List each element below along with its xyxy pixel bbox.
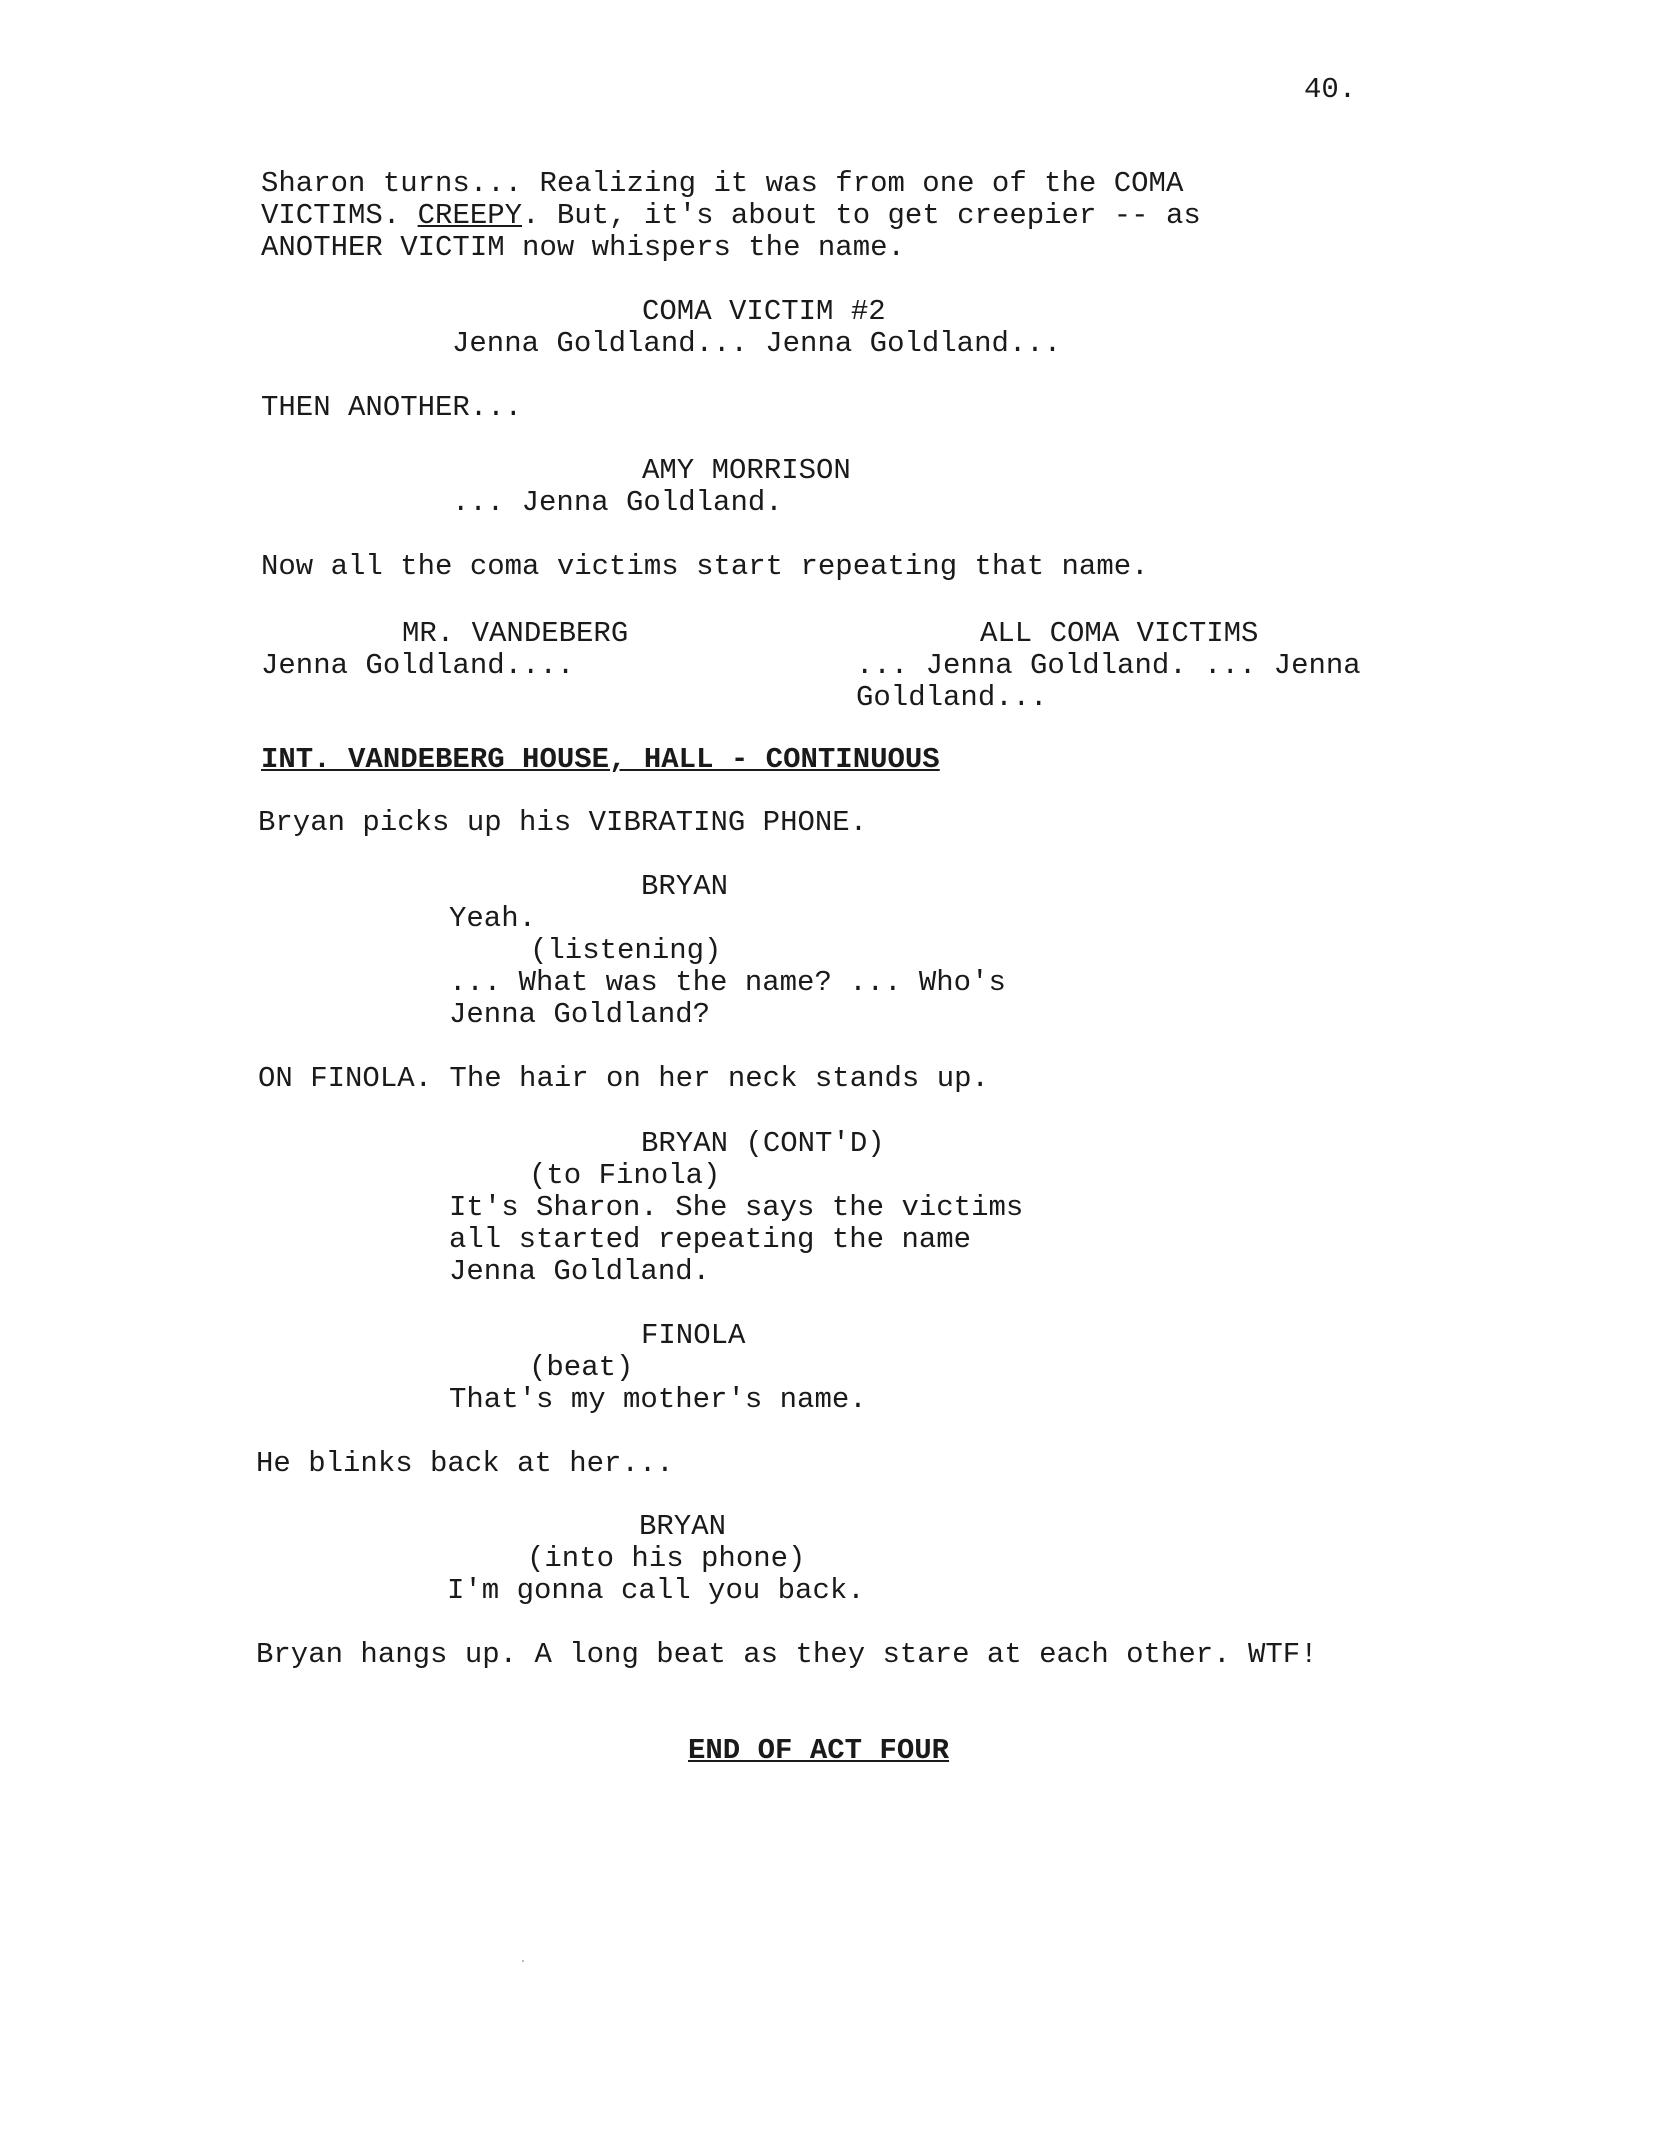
act-end-marker: END OF ACT FOUR — [688, 1734, 950, 1767]
character-name: COMA VICTIM #2 — [642, 295, 886, 328]
action-line: Now all the coma victims start repeating that name. — [261, 550, 1149, 583]
action-paragraph — [261, 168, 1201, 264]
emphasis-underlined: CREEPY — [417, 199, 523, 232]
action-line: ANOTHER VICTIM now whispers the name. — [261, 231, 905, 264]
character-name: AMY MORRISON — [642, 454, 851, 487]
parenthetical: (listening) — [530, 934, 722, 967]
parenthetical: (into his phone) — [527, 1542, 806, 1575]
dialogue-line: That's my mother's name. — [449, 1383, 867, 1416]
dialogue-line: Yeah. — [449, 902, 537, 935]
dialogue-line: I'm gonna call you back. — [447, 1574, 865, 1607]
action-line — [261, 200, 1201, 232]
scan-speck — [522, 1960, 524, 1962]
dialogue-line: It's Sharon. She says the victims — [449, 1191, 1024, 1224]
action-line: Bryan hangs up. A long beat as they stare at each other. WTF! — [256, 1638, 1318, 1671]
action-line: He blinks back at her... — [256, 1447, 674, 1480]
action-text: . But, it's about to get creepier -- as — [522, 199, 1201, 232]
dialogue-line: ... Jenna Goldland. ... Jenna — [856, 649, 1361, 682]
dialogue-line: Jenna Goldland.... — [261, 649, 575, 682]
parenthetical: (beat) — [529, 1351, 634, 1384]
action-line: Bryan picks up his VIBRATING PHONE. — [258, 806, 868, 839]
action-line: THEN ANOTHER... — [261, 391, 523, 424]
dialogue-line: Jenna Goldland. — [449, 1255, 711, 1288]
character-name: BRYAN — [641, 870, 729, 903]
page-number: 40. — [1304, 73, 1357, 106]
character-name: MR. VANDEBERG — [402, 617, 629, 650]
dialogue-line: ... What was the name? ... Who's — [449, 966, 1006, 999]
scene-heading: INT. VANDEBERG HOUSE, HALL - CONTINUOUS — [261, 743, 940, 776]
dialogue-line: Goldland... — [856, 681, 1048, 714]
dialogue-line: ... Jenna Goldland. — [452, 486, 783, 519]
action-text: VICTIMS. — [261, 199, 418, 232]
dialogue-line: Jenna Goldland? — [449, 998, 711, 1031]
action-line: ON FINOLA. The hair on her neck stands up. — [258, 1062, 989, 1095]
character-name: ALL COMA VICTIMS — [980, 617, 1259, 650]
character-name: BRYAN — [639, 1510, 727, 1543]
character-name: BRYAN (CONT'D) — [641, 1127, 885, 1160]
character-name: FINOLA — [641, 1319, 746, 1352]
dialogue-line: Jenna Goldland... Jenna Goldland... — [452, 327, 1062, 360]
dialogue-line: all started repeating the name — [449, 1223, 972, 1256]
parenthetical: (to Finola) — [529, 1159, 721, 1192]
action-line: Sharon turns... Realizing it was from one of the COMA — [261, 167, 1184, 200]
